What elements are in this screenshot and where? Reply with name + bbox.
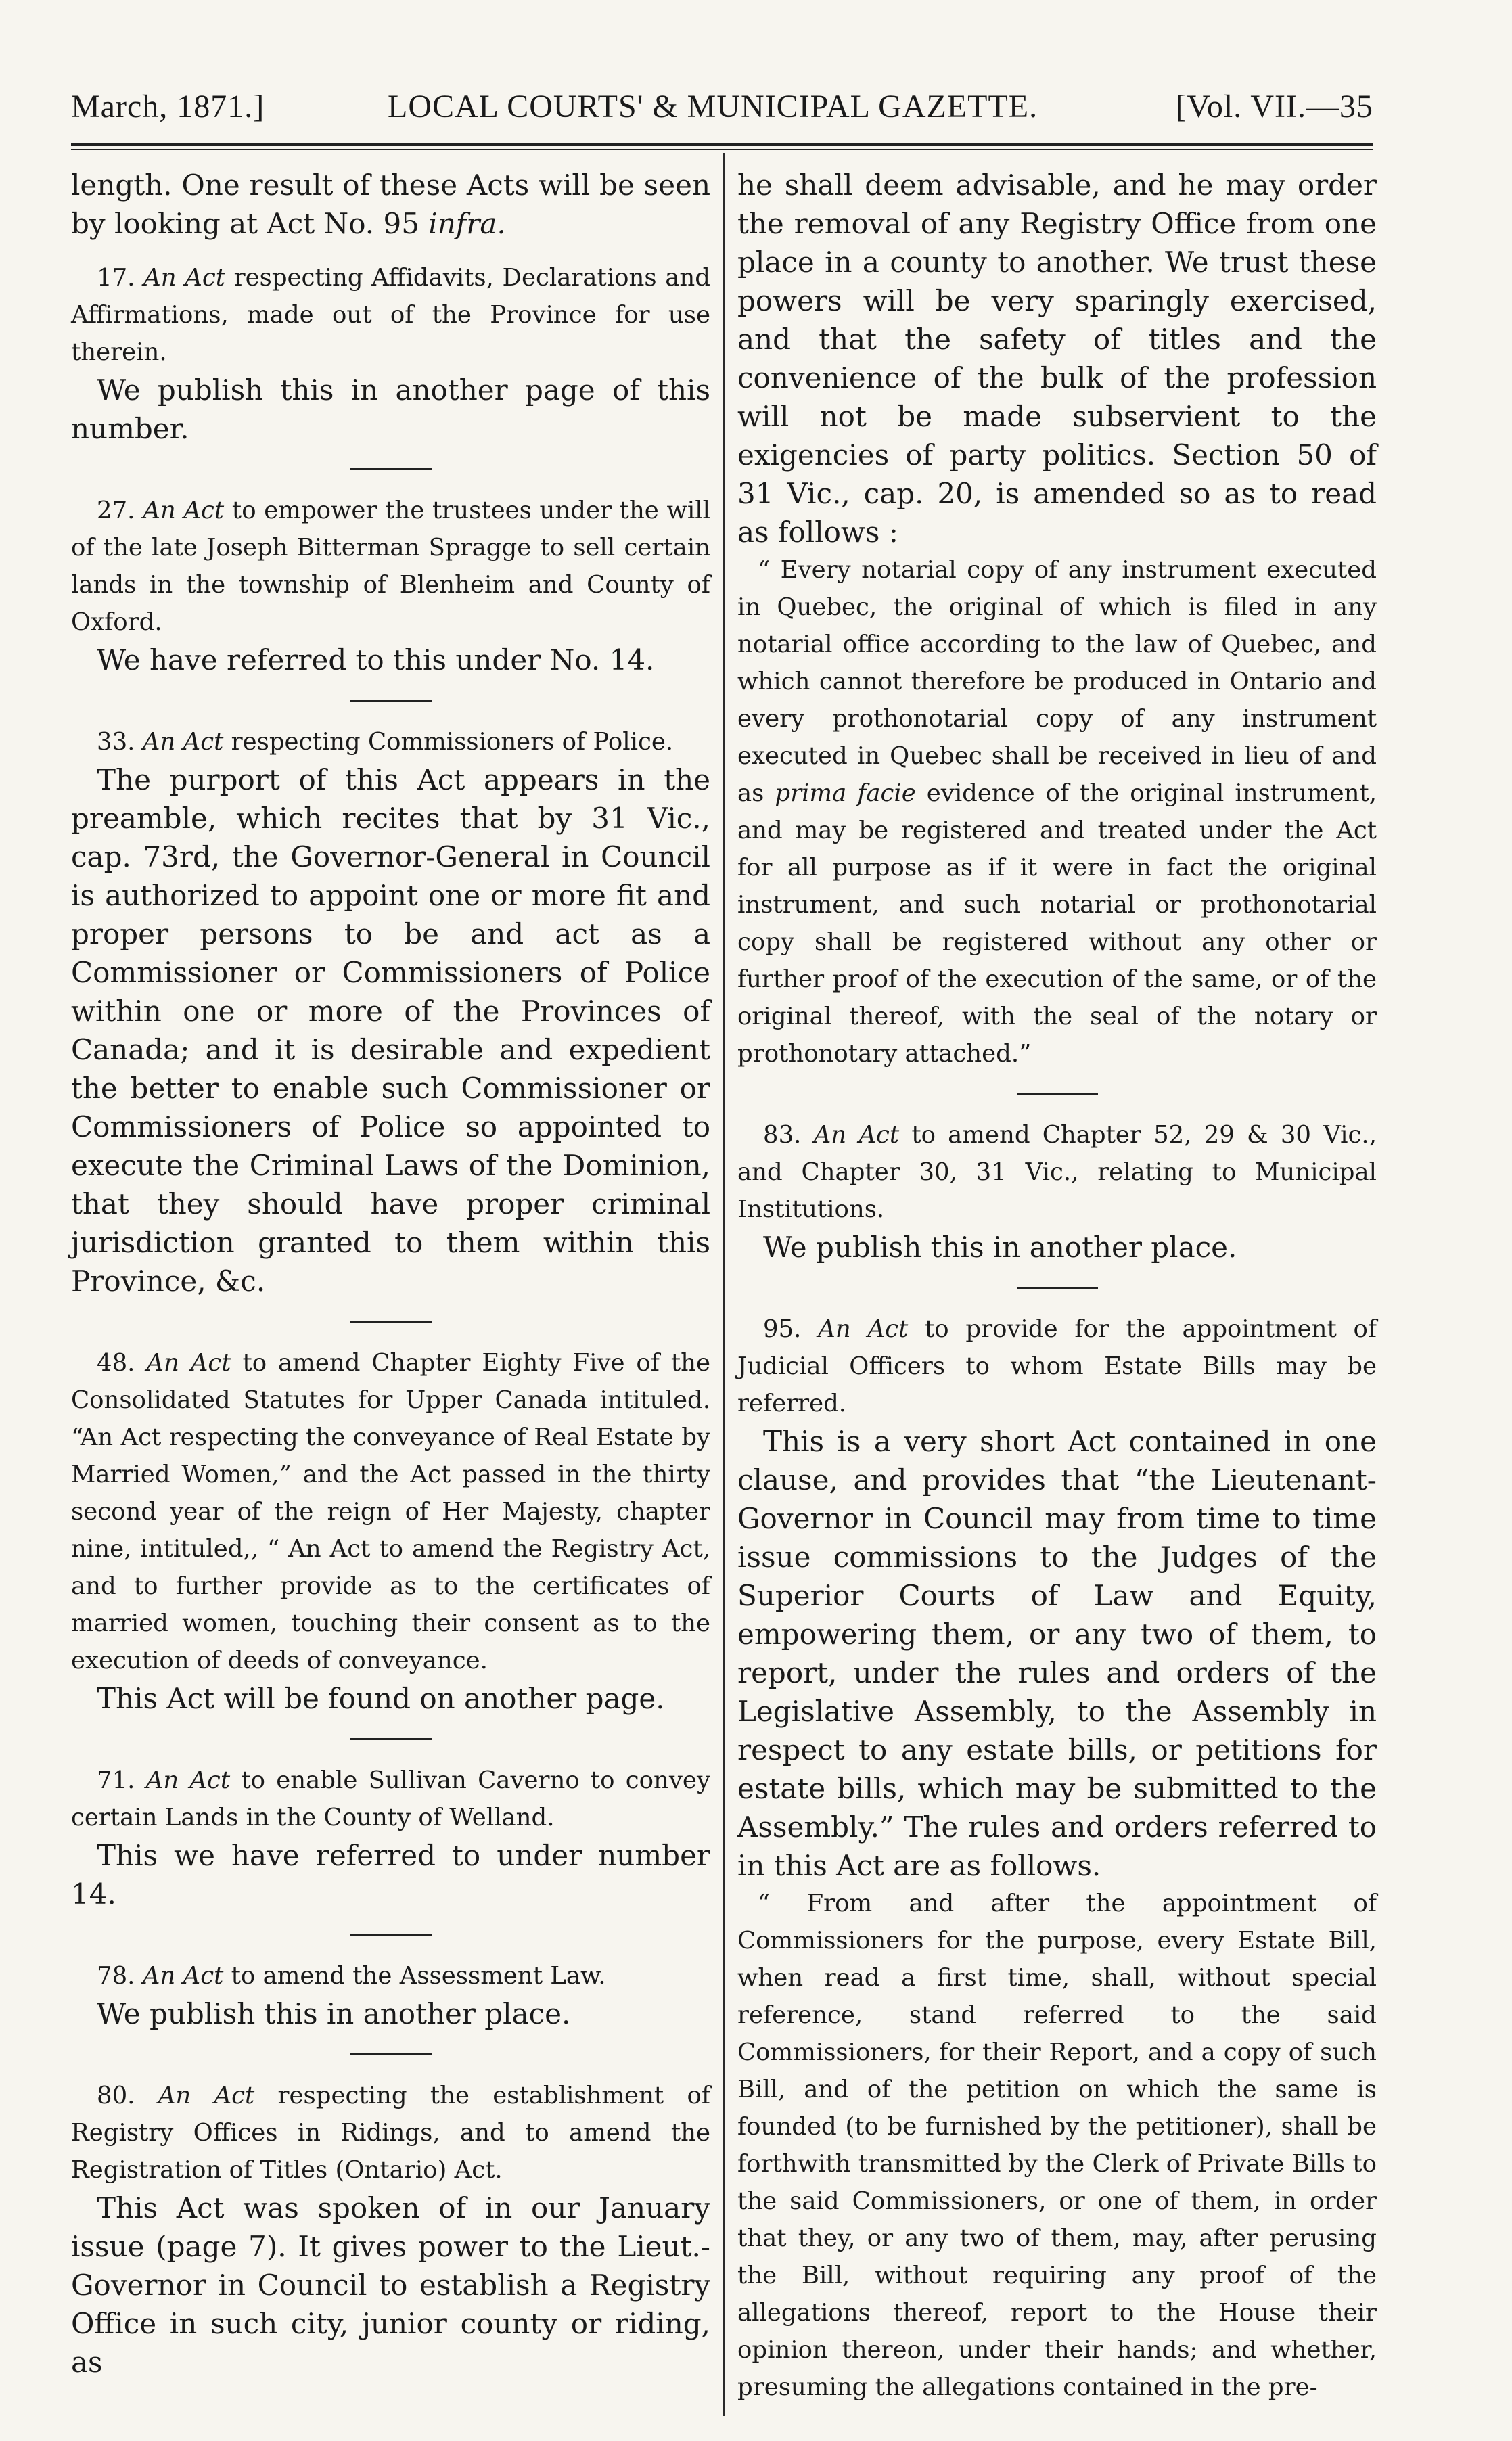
act-78-note: We publish this in another place. bbox=[97, 1997, 571, 2030]
section-separator bbox=[350, 1934, 432, 1936]
act-71-note: This we have referred to under number 14. bbox=[71, 1839, 710, 1911]
header-date: March, 1871.] bbox=[71, 89, 265, 124]
header-rule bbox=[71, 143, 1373, 146]
header-rule-thin bbox=[71, 149, 1373, 150]
act-83-note: We publish this in another place. bbox=[763, 1231, 1237, 1264]
act-17-title: 17. An Act respecting Affidavits, Declarations and Affirmations, made out of the Province for use therein. bbox=[71, 264, 710, 366]
act-48-title: 48. An Act to amend Chapter Eighty Five of the Consolidated Statutes for Upper Canada intituled. “An Act respecting the conveyance of Real Estate by Married Women,” and the Act passed in the thirty second year of the reign of Her Majesty, chapter nine, intituled,, “ An Act to amend the Registry Act, and to further provide as to the certificates of married women, touching their consent as to the execution of deeds of conveyance. bbox=[71, 1349, 710, 1674]
intro-paragraph: length. One result of these Acts will be seen by looking at Act No. 95 infra. bbox=[71, 168, 710, 240]
act-95-note: This is a very short Act contained in one clause, and provides that “the Lieutenant-Governor in Council may from time to time issue commissions to the Judges of the Superior Courts of Law and Equity, empowering them, or any two of them, to report, under the rules and orders of the Legislative Assembly, to the Assembly in respect to any estate bills, or petitions for estate bills, which may be submitted to the Assembly.” The rules and orders referred to in this Act are as follows. bbox=[737, 1425, 1377, 1882]
left-column bbox=[71, 166, 710, 2381]
section-separator bbox=[350, 468, 432, 470]
act-17-note: We publish this in another page of this number. bbox=[71, 373, 710, 445]
header-volume: [Vol. VII.—35 bbox=[1175, 89, 1373, 124]
act-71-title: 71. An Act to enable Sullivan Caverno to convey certain Lands in the County of Welland. bbox=[71, 1766, 710, 1831]
act-27-note: We have referred to this under No. 14. bbox=[97, 643, 655, 677]
section-separator bbox=[1017, 1287, 1098, 1289]
act-48-note: This Act will be found on another page. bbox=[97, 1682, 665, 1715]
header-title: LOCAL COURTS' & MUNICIPAL GAZETTE. bbox=[388, 89, 1038, 124]
section-separator bbox=[350, 1321, 432, 1323]
section-separator bbox=[350, 1738, 432, 1740]
column-divider bbox=[723, 153, 725, 2416]
act-95-title: 95. An Act to provide for the appointment of Judicial Officers to whom Estate Bills may be referred. bbox=[737, 1315, 1377, 1417]
intro-emphasis: infra. bbox=[428, 207, 506, 240]
act-33-note: The purport of this Act appears in the preamble, which recites that by 31 Vic., cap. 73rd, the Governor-General in Council is authorized to appoint one or more fit and proper persons to be and act as a Commissioner or Commissioners of Police within one or more of the Provinces of Canada; and it is desirable and expedient the better to enable such Commissioner or Commissioners of Police so appointed to execute the Criminal Laws of the Dominion, that they should have proper criminal jurisdiction granted to them within this Province, &c. bbox=[71, 763, 710, 1298]
act-83-title: 83. An Act to amend Chapter 52, 29 & 30 Vic., and Chapter 30, 31 Vic., relating to Municipal Institutions. bbox=[737, 1121, 1377, 1223]
continued-paragraph: he shall deem advisable, and he may order the removal of any Registry Office from one place in a county to another. We trust these powers will be very sparingly exercised, and that the safety of titles and the convenience of the bulk of the profession will not be made subservient to the exigencies of party politics. Section 50 of 31 Vic., cap. 20, is amended so as to read as follows : bbox=[737, 168, 1377, 549]
quoted-section-50: “ Every notarial copy of any instrument executed in Quebec, the original of which is filed in any notarial office according to the law of Quebec, and which cannot therefore be produced in Ontario and every prothonotarial copy of any instrument executed in Quebec shall be received in lieu of and as prima facie evidence of the original instrument, and may be registered and treated under the Act for all purpose as if it were in fact the original instrument, and such notarial or prothonotarial copy shall be registered without any other or further proof of the execution of the same, or of the original thereof, with the seal of the notary or prothonotary attached.” bbox=[737, 556, 1377, 1068]
quoted-rules: “ From and after the appointment of Commissioners for the purpose, every Estate Bill, when read a first time, shall, without special reference, stand referred to the said Commissioners, for their Report, and a copy of such Bill, and of the petition on which the same is founded (to be furnished by the petitioner), shall be forthwith transmitted by the Clerk of Private Bills to the said Commissioners, or one of them, in order that they, or any two of them, may, after perusing the Bill, without requiring any proof of the allegations thereof, report to the House their opinion thereon, under their hands; and whether, presuming the allegations contained in the pre- bbox=[737, 1890, 1377, 2401]
section-separator bbox=[350, 700, 432, 702]
right-column bbox=[737, 166, 1377, 2406]
section-separator bbox=[1017, 1093, 1098, 1095]
act-80-note: This Act was spoken of in our January issue (page 7). It gives power to the Lieut.-Governor in Council to establish a Registry Office in such city, junior county or riding, as bbox=[71, 2191, 710, 2379]
act-80-title: 80. An Act respecting the establishment of Registry Offices in Ridings, and to amend the Registration of Titles (Ontario) Act. bbox=[71, 2082, 710, 2184]
act-33-title: 33. An Act respecting Commissioners of Police. bbox=[97, 728, 674, 756]
running-header bbox=[71, 88, 1373, 142]
act-78-title: 78. An Act to amend the Assessment Law. bbox=[97, 1962, 606, 1990]
act-27-title: 27. An Act to empower the trustees under the will of the late Joseph Bitterman Spragge to sell certain lands in the township of Blenheim and County of Oxford. bbox=[71, 497, 710, 636]
section-separator bbox=[350, 2053, 432, 2055]
